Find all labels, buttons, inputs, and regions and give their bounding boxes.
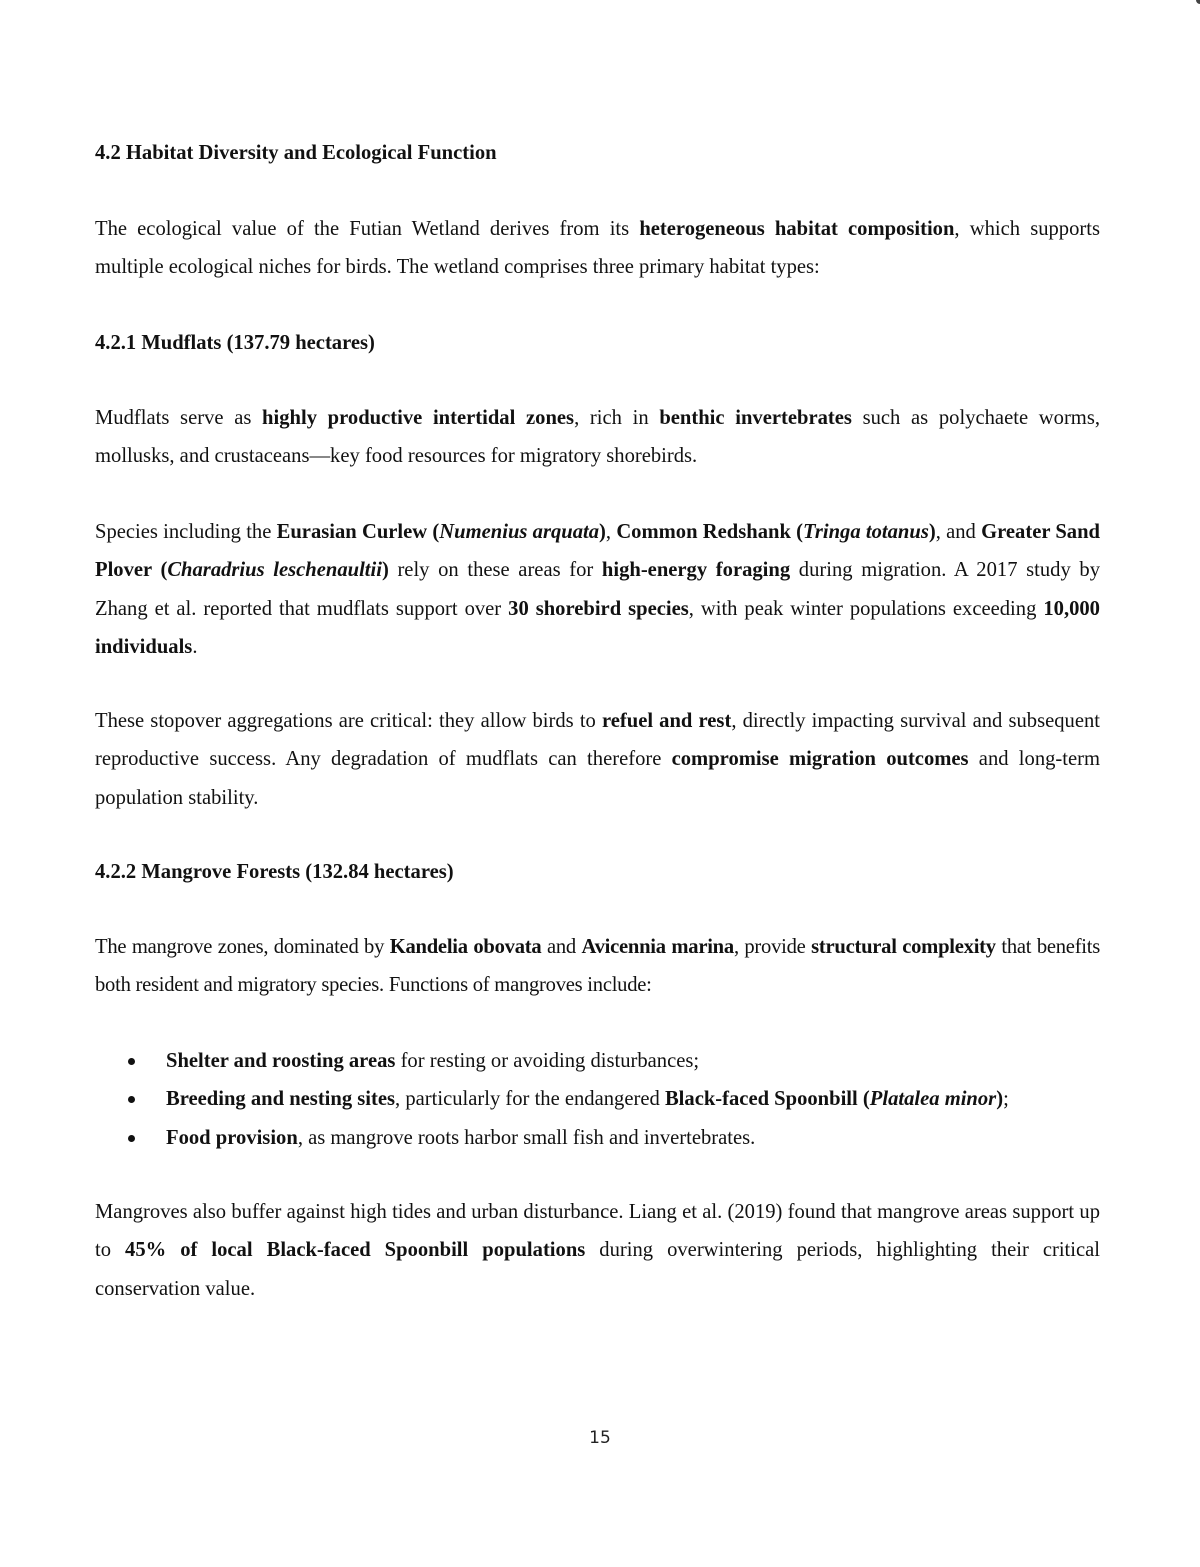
mangroves-paragraph-2: Mangroves also buffer against high tides and urban disturbance. Liang et al. (2019) found that mangrove areas support up to 45% of local Black-faced Spoonbill populations during overwintering periods, highlighting their critical conservation value.: [95, 1201, 1101, 1300]
scientific-name: Platalea minor: [869, 1088, 997, 1111]
emphasis: high-energy foraging: [601, 559, 791, 582]
section-heading: 4.2 Habitat Diversity and Ecological Function: [95, 142, 497, 164]
list-item: Shelter and roosting areas for resting or avoiding disturbances;: [95, 1042, 1100, 1080]
emphasis: compromise migration outcomes: [671, 748, 969, 771]
intro-paragraph: The ecological value of the Futian Wetland derives from its heterogeneous habitat composition, which supports multiple ecological niches for birds. The wetland comprises three primary habitat types:: [95, 218, 1100, 279]
mangroves-paragraph-1: The mangrove zones, dominated by Kandelia obovata and Avicennia marina, provide structural complexity that benefits both resident and migratory species. Functions of mangroves include:: [95, 936, 1101, 997]
species-name: Greater Sand Plover (: [95, 521, 1101, 582]
species-name: Eurasian Curlew (: [276, 521, 440, 543]
emphasis: structural complexity: [811, 936, 996, 958]
subsection-heading-mudflats: 4.2.1 Mudflats (137.79 hectares): [95, 332, 375, 354]
scientific-name: Charadrius leschenaultii: [167, 559, 382, 582]
list-item: Breeding and nesting sites, particularly for the endangered Black-faced Spoonbill (Platalea minor);: [95, 1080, 1100, 1118]
window-corner-mark: [1196, 0, 1200, 4]
species-name: Kandelia obovata: [389, 936, 542, 958]
emphasis: 30 shorebird species: [508, 597, 689, 620]
emphasis: 45% of local Black-faced Spoonbill populations: [125, 1239, 586, 1262]
mudflats-paragraph-2: Species including the Eurasian Curlew (Numenius arquata), Common Redshank (Tringa totanus), and Greater Sand Plover (Charadrius leschenaultii) rely on these areas for high-energy foraging during migration. A 2017 study by Zhang et al. reported that mudflats support over 30 shorebird species, with peak winter populations exceeding 10,000 individuals.: [95, 521, 1101, 658]
scientific-name: Numenius arquata: [439, 521, 600, 543]
species-name: Avicennia marina: [581, 936, 734, 958]
bullet-icon: [128, 1096, 135, 1103]
emphasis: refuel and rest: [601, 710, 732, 732]
subsection-heading-mangroves: 4.2.2 Mangrove Forests (132.84 hectares): [95, 861, 454, 883]
bullet-icon: [128, 1058, 135, 1065]
mudflats-paragraph-3: These stopover aggregations are critical: they allow birds to refuel and rest, directly impacting survival and subsequent reproductive success. Any degradation of mudflats can therefore compromise migration outcomes and long-term population stability.: [95, 710, 1101, 809]
species-name: Common Redshank (: [616, 521, 804, 543]
emphasis: benthic invertebrates: [659, 407, 852, 429]
mangrove-functions-list: [95, 1042, 1100, 1157]
emphasis: 10,000 individuals: [95, 597, 1100, 658]
page-number: 15: [589, 1428, 611, 1448]
emphasis: heterogeneous habitat composition: [639, 218, 955, 240]
emphasis: highly productive intertidal zones: [262, 407, 575, 429]
mudflats-paragraph-1: Mudflats serve as highly productive intertidal zones, rich in benthic invertebrates such as polychaete worms, mollusks, and crustaceans—key food resources for migratory shorebirds.: [95, 407, 1100, 468]
bullet-icon: [128, 1135, 135, 1142]
list-item: Food provision, as mangrove roots harbor small fish and invertebrates.: [95, 1119, 1100, 1157]
scientific-name: Tringa totanus: [803, 521, 929, 543]
